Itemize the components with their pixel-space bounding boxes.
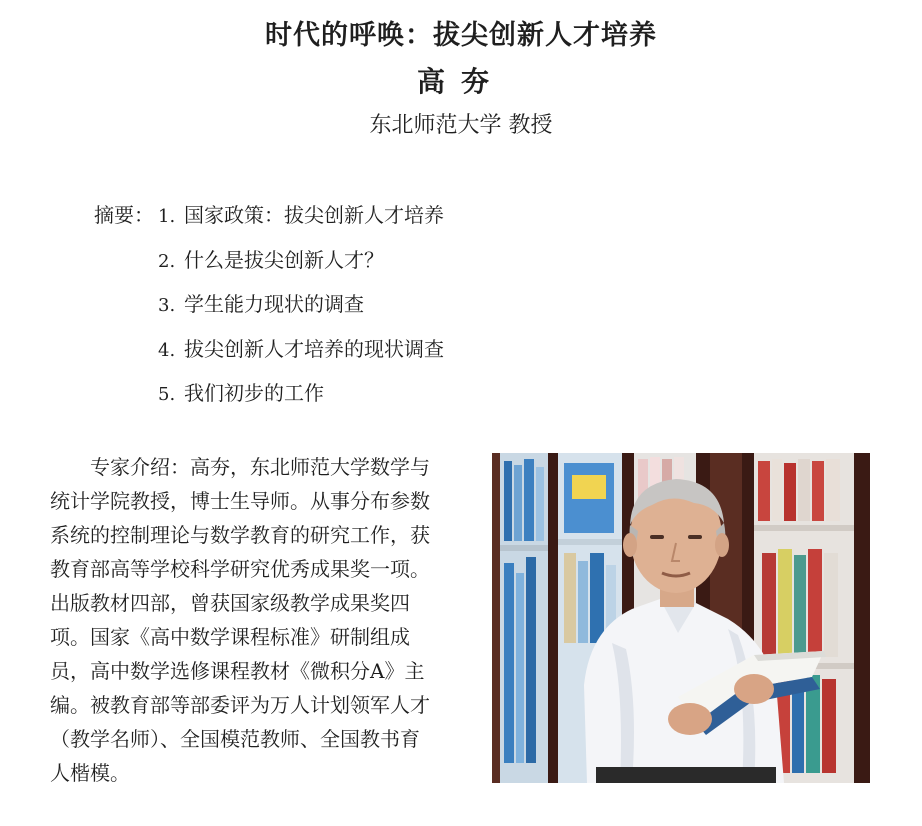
bio-line: 出版教材四部，曾获国家级教学成果奖四 xyxy=(50,591,410,615)
portrait-photo xyxy=(492,453,870,783)
bio-line: 员，高中数学选修课程教材《微积分A》主 xyxy=(50,659,425,683)
abstract-item xyxy=(158,198,444,243)
expert-bio xyxy=(50,450,472,790)
abstract-item xyxy=(158,287,444,332)
abstract-list xyxy=(158,198,444,421)
bio-line: 统计学院教授，博士生导师。从事分布参数 xyxy=(50,489,430,513)
bio-line: 教育部高等学校科学研究优秀成果奖一项。 xyxy=(50,557,430,581)
abstract-item-number: 4. xyxy=(158,339,176,361)
abstract-item-text: 什么是拔尖创新人才？ xyxy=(184,247,384,272)
bio-line: 人楷模。 xyxy=(50,761,130,785)
abstract-item xyxy=(158,243,444,288)
bio-line xyxy=(50,450,472,484)
abstract-label: 摘要： xyxy=(94,203,154,227)
bio-label: 专家介绍： xyxy=(90,455,190,479)
abstract-item-text: 拔尖创新人才培养的现状调查 xyxy=(184,336,444,361)
portrait-illustration xyxy=(492,453,870,783)
abstract-item-text: 我们初步的工作 xyxy=(184,381,324,405)
author-name: 高夯 xyxy=(416,65,505,98)
author-affiliation: 东北师范大学 教授 xyxy=(369,113,553,138)
abstract-item-number: 2. xyxy=(158,250,176,272)
abstract-item-number: 1. xyxy=(158,206,176,227)
bio-line: （教学名师）、全国模范教师、全国教书育 xyxy=(50,727,420,751)
abstract-item-number: 3. xyxy=(158,295,176,316)
abstract-item-text: 国家政策：拔尖创新人才培养 xyxy=(184,203,444,227)
abstract-item xyxy=(158,332,444,377)
abstract-item-text: 学生能力现状的调查 xyxy=(184,292,364,316)
bio-line: 项。国家《高中数学课程标准》研制组成 xyxy=(50,625,410,649)
abstract-item xyxy=(158,376,444,421)
bio-line: 系统的控制理论与数学教育的研究工作，获 xyxy=(50,523,430,547)
abstract-item-number: 5. xyxy=(158,384,176,405)
bio-text: 高夯，东北师范大学数学与 xyxy=(190,455,430,479)
page-title: 时代的呼唤：拔尖创新人才培养 xyxy=(265,20,657,51)
bio-line: 编。被教育部等部委评为万人计划领军人才 xyxy=(50,693,430,717)
